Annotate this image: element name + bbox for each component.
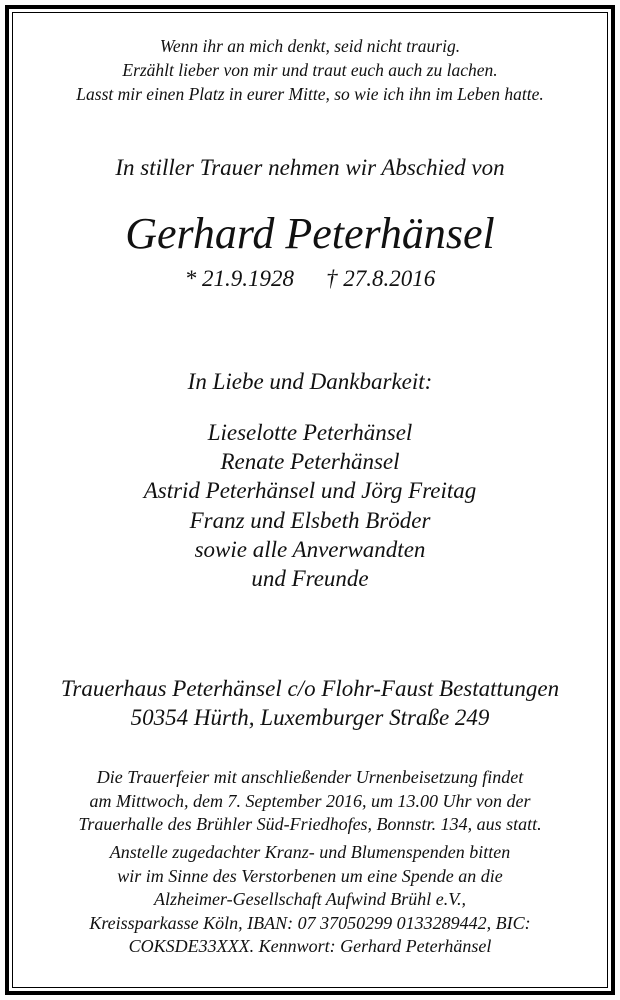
mourner: Franz und Elsbeth Bröder	[189, 507, 431, 533]
poem-line: Lasst mir einen Platz in eurer Mitte, so wie ich ihn im Leben hatte.	[76, 84, 544, 104]
birth-date: * 21.9.1928	[184, 266, 294, 291]
poem	[12, 34, 608, 106]
poem-line: Erzählt lieber von mir und traut euch auch zu lachen.	[122, 60, 498, 80]
mourner: Renate Peterhänsel	[220, 449, 400, 475]
donation-line: wir im Sinne des Verstorbenen um eine Spende an die	[117, 865, 503, 886]
mourner: und Freunde	[251, 566, 369, 592]
donation-line: COKSDE33XXX. Kennwort: Gerhard Peterhänsel	[128, 936, 492, 957]
poem-line: Wenn ihr an mich denkt, seid nicht traurig.	[159, 36, 461, 56]
life-dates	[12, 265, 608, 293]
ceremony-line: Trauerhalle des Brühler Süd-Friedhofes, Bonnstr. 134, aus statt.	[78, 814, 542, 835]
mourners-list	[12, 418, 608, 593]
mourner: Lieselotte Peterhänsel	[207, 420, 413, 445]
intro-text: In stiller Trauer nehmen wir Abschied von	[115, 155, 505, 180]
ceremony-notice	[12, 766, 608, 837]
address-line: Trauerhaus Peterhänsel c/o Flohr-Faust Bestattungen	[60, 676, 560, 701]
thanks-heading: In Liebe und Dankbarkeit:	[187, 369, 433, 394]
donation-line: Kreissparkasse Köln, IBAN: 07 37050299 0133289442, BIC:	[89, 912, 531, 933]
donation-line: Anstelle zugedachter Kranz- und Blumenspenden bitten	[109, 842, 511, 862]
donation-line: Alzheimer-Gesellschaft Aufwind Brühl e.V.,	[154, 889, 466, 910]
mourner: sowie alle Anverwandten	[194, 536, 426, 562]
ceremony-line: am Mittwoch, dem 7. September 2016, um 13.00 Uhr von der	[89, 790, 531, 811]
deceased-name: Gerhard Peterhänsel	[125, 209, 495, 258]
obituary-notice	[12, 12, 608, 988]
mourning-house-address	[12, 675, 608, 732]
death-date: † 27.8.2016	[326, 266, 436, 291]
mourner: Astrid Peterhänsel und Jörg Freitag	[143, 478, 477, 504]
donation-request	[12, 841, 608, 959]
address-line: 50354 Hürth, Luxemburger Straße 249	[130, 704, 490, 730]
ceremony-line: Die Trauerfeier mit anschließender Urnenbeisetzung findet	[96, 767, 524, 787]
